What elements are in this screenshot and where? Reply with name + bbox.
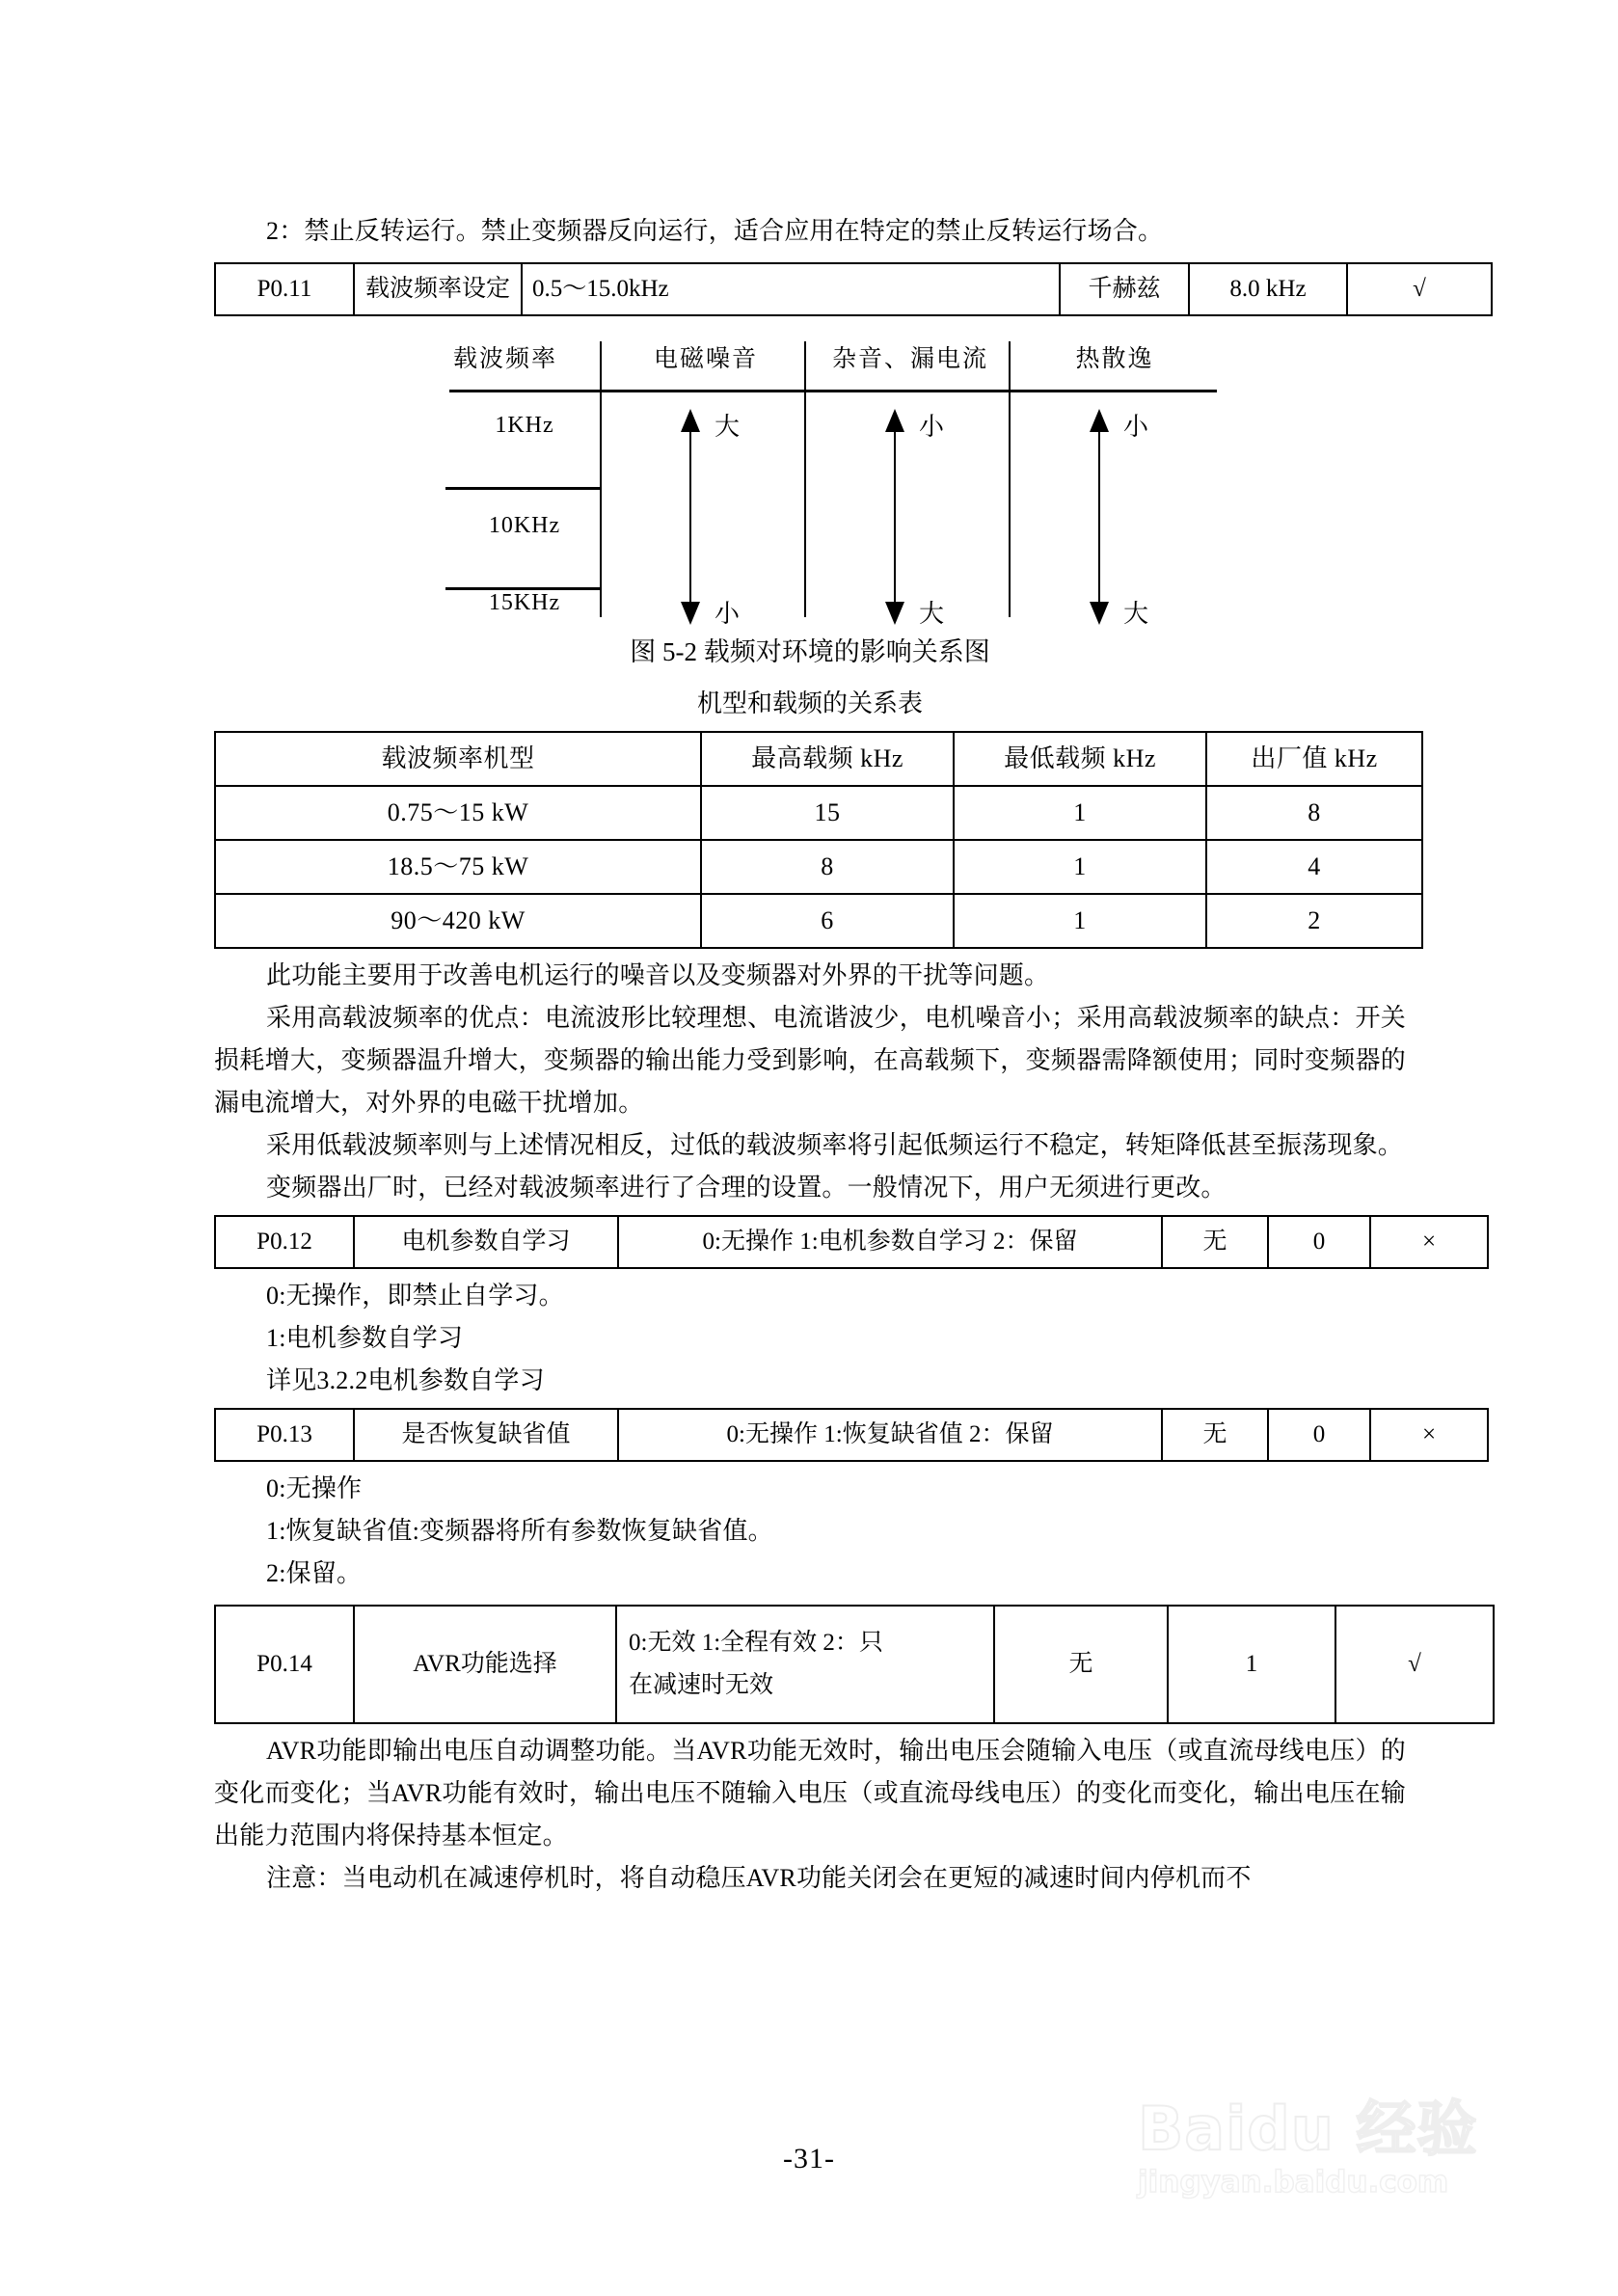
param-range: 0.5～15.0kHz	[522, 263, 1060, 315]
param-range	[616, 1606, 994, 1723]
body-paragraph-4: 变频器出厂时，已经对载波频率进行了合理的设置。一般情况下，用户无须进行更改。	[266, 1174, 1227, 1202]
arrow-shaft	[1098, 422, 1100, 615]
diagram-header-emi-noise: 电磁噪音	[653, 346, 758, 372]
param-modifiable: ×	[1370, 1409, 1488, 1461]
arrow-shaft	[689, 422, 691, 615]
param-modifiable: √	[1347, 263, 1492, 315]
diagram-header-row	[407, 338, 1217, 390]
table-row	[215, 1606, 1494, 1723]
table-row	[215, 786, 1422, 840]
param-unit: 无	[994, 1606, 1168, 1723]
param-range-line-1: 0:无效 1:全程有效 2：只	[629, 1630, 883, 1656]
relation-header-max: 最高载频 kHz	[701, 732, 954, 786]
table-row	[215, 894, 1422, 948]
carrier-frequency-diagram	[214, 338, 1406, 628]
arrow-down-icon	[885, 602, 904, 625]
arrow-top-label: 小	[919, 413, 945, 441]
param-range: 0:无操作 1:恢复缺省值 2：保留	[618, 1409, 1162, 1461]
arrow-top-label: 大	[715, 413, 741, 441]
arrow-bottom-label: 大	[919, 600, 945, 628]
arrow-top-label: 小	[1123, 413, 1149, 441]
table-row	[215, 263, 1492, 315]
table-header-row	[215, 732, 1422, 786]
param-modifiable: ×	[1370, 1216, 1488, 1268]
relation-cell-model: 90～420 kW	[215, 894, 701, 948]
body-paragraph-7: 详见3.2.2电机参数自学习	[266, 1366, 545, 1394]
diagram-header-carrier-frequency: 载波频率	[452, 346, 557, 372]
table-row	[215, 1216, 1488, 1268]
param-code: P0.11	[215, 263, 354, 315]
table-row	[215, 1409, 1488, 1461]
param-code: P0.13	[215, 1409, 354, 1461]
diagram-header-heat-dissipation: 热散逸	[1075, 346, 1154, 372]
relation-header-factory: 出厂值 kHz	[1206, 732, 1422, 786]
arrow-down-icon	[681, 602, 700, 625]
parameter-table-p012	[214, 1215, 1489, 1269]
page-content	[214, 210, 1437, 1900]
relation-cell-factory: 4	[1206, 840, 1422, 894]
param-code: P0.12	[215, 1216, 354, 1268]
diagram-freq-label-1khz: 1KHz	[495, 413, 554, 438]
body-paragraph-8: 0:无操作	[266, 1474, 363, 1502]
arrow-up-icon	[885, 409, 904, 432]
param-name: 电机参数自学习	[354, 1216, 618, 1268]
intro-paragraph: 2：禁止反转运行。禁止变频器反向运行，适合应用在特定的禁止反转运行场合。	[266, 217, 1164, 245]
diagram-header-noise-leakage: 杂音、漏电流	[831, 346, 988, 372]
body-paragraph-12: 注意：当电动机在减速停机时，将自动稳压AVR功能关闭会在更短的减速时间内停机而不	[266, 1864, 1252, 1892]
watermark-main-text: Baidu 经验	[1138, 2093, 1478, 2164]
body-paragraph-1: 此功能主要用于改善电机运行的噪音以及变频器对外界的干扰等问题。	[266, 961, 1050, 989]
parameter-table-p014	[214, 1605, 1495, 1724]
param-range: 0:无操作 1:电机参数自学习 2：保留	[618, 1216, 1162, 1268]
param-default: 8.0 kHz	[1189, 263, 1347, 315]
relation-cell-max: 8	[701, 840, 954, 894]
body-paragraph-10: 2:保留。	[266, 1559, 363, 1587]
relation-cell-model: 18.5～75 kW	[215, 840, 701, 894]
arrow-bottom-label: 小	[715, 600, 741, 628]
page-number: -31-	[783, 2143, 835, 2174]
param-name: AVR功能选择	[354, 1606, 616, 1723]
param-code: P0.14	[215, 1606, 354, 1723]
table-row	[215, 840, 1422, 894]
arrow-up-icon	[681, 409, 700, 432]
param-range-line-2: 在减速时无效	[629, 1672, 774, 1698]
figure-caption: 图 5-2 载频对环境的影响关系图	[630, 637, 990, 666]
diagram-tick-10khz	[445, 487, 602, 490]
param-name: 是否恢复缺省值	[354, 1409, 618, 1461]
param-default: 0	[1268, 1409, 1370, 1461]
relation-cell-factory: 8	[1206, 786, 1422, 840]
diagram-freq-label-10khz: 10KHz	[488, 513, 561, 538]
relation-cell-factory: 2	[1206, 894, 1422, 948]
param-unit: 千赫兹	[1060, 263, 1189, 315]
parameter-table-p011	[214, 262, 1493, 316]
diagram-freq-label-15khz: 15KHz	[488, 590, 561, 615]
relation-table-title: 机型和载频的关系表	[696, 689, 923, 717]
relation-header-model: 载波频率机型	[215, 732, 701, 786]
relation-cell-min: 1	[954, 786, 1206, 840]
param-default: 1	[1168, 1606, 1335, 1723]
arrow-bottom-label: 大	[1123, 600, 1149, 628]
relation-cell-model: 0.75～15 kW	[215, 786, 701, 840]
relation-cell-min: 1	[954, 840, 1206, 894]
relation-table	[214, 731, 1423, 949]
body-paragraph-9: 1:恢复缺省值:变频器将所有参数恢复缺省值。	[266, 1517, 773, 1545]
diagram-header-rule	[449, 390, 1217, 392]
body-paragraph-2: 采用高载波频率的优点：电流波形比较理想、电流谐波少，电机噪音小；采用高载波频率的缺点：开关损耗增大，变频器温升增大，变频器的输出能力受到影响，在高载频下，变频器需降额使用；同时变频器的漏电流增大，对外界的电磁干扰增加。	[214, 1004, 1406, 1117]
body-paragraph-11: AVR功能即输出电压自动调整功能。当AVR功能无效时，输出电压会随输入电压（或直流母线电压）的变化而变化；当AVR功能有效时，输出电压不随输入电压（或直流母线电压）的变化而变化，输出电压在输出能力范围内将保持基本恒定。	[214, 1737, 1406, 1850]
body-paragraph-3: 采用低载波频率则与上述情况相反，过低的载波频率将引起低频运行不稳定，转矩降低甚至振荡现象。	[266, 1131, 1404, 1159]
arrow-up-icon	[1090, 409, 1109, 432]
body-paragraph-5: 0:无操作，即禁止自学习。	[266, 1282, 564, 1310]
relation-cell-max: 6	[701, 894, 954, 948]
param-unit: 无	[1162, 1409, 1268, 1461]
relation-cell-min: 1	[954, 894, 1206, 948]
param-modifiable: √	[1335, 1606, 1494, 1723]
relation-header-min: 最低载频 kHz	[954, 732, 1206, 786]
diagram-divider-1	[600, 341, 602, 617]
arrow-down-icon	[1090, 602, 1109, 625]
param-name: 载波频率设定	[354, 263, 522, 315]
body-paragraph-6: 1:电机参数自学习	[266, 1324, 464, 1352]
parameter-table-p013	[214, 1408, 1489, 1462]
param-default: 0	[1268, 1216, 1370, 1268]
diagram-divider-2	[804, 341, 806, 617]
param-unit: 无	[1162, 1216, 1268, 1268]
arrow-shaft	[894, 422, 896, 615]
diagram-divider-3	[1009, 341, 1011, 617]
relation-cell-max: 15	[701, 786, 954, 840]
diagram-inner	[407, 338, 1217, 628]
watermark-sub-text: jingyan.baidu.com	[1138, 2165, 1449, 2200]
